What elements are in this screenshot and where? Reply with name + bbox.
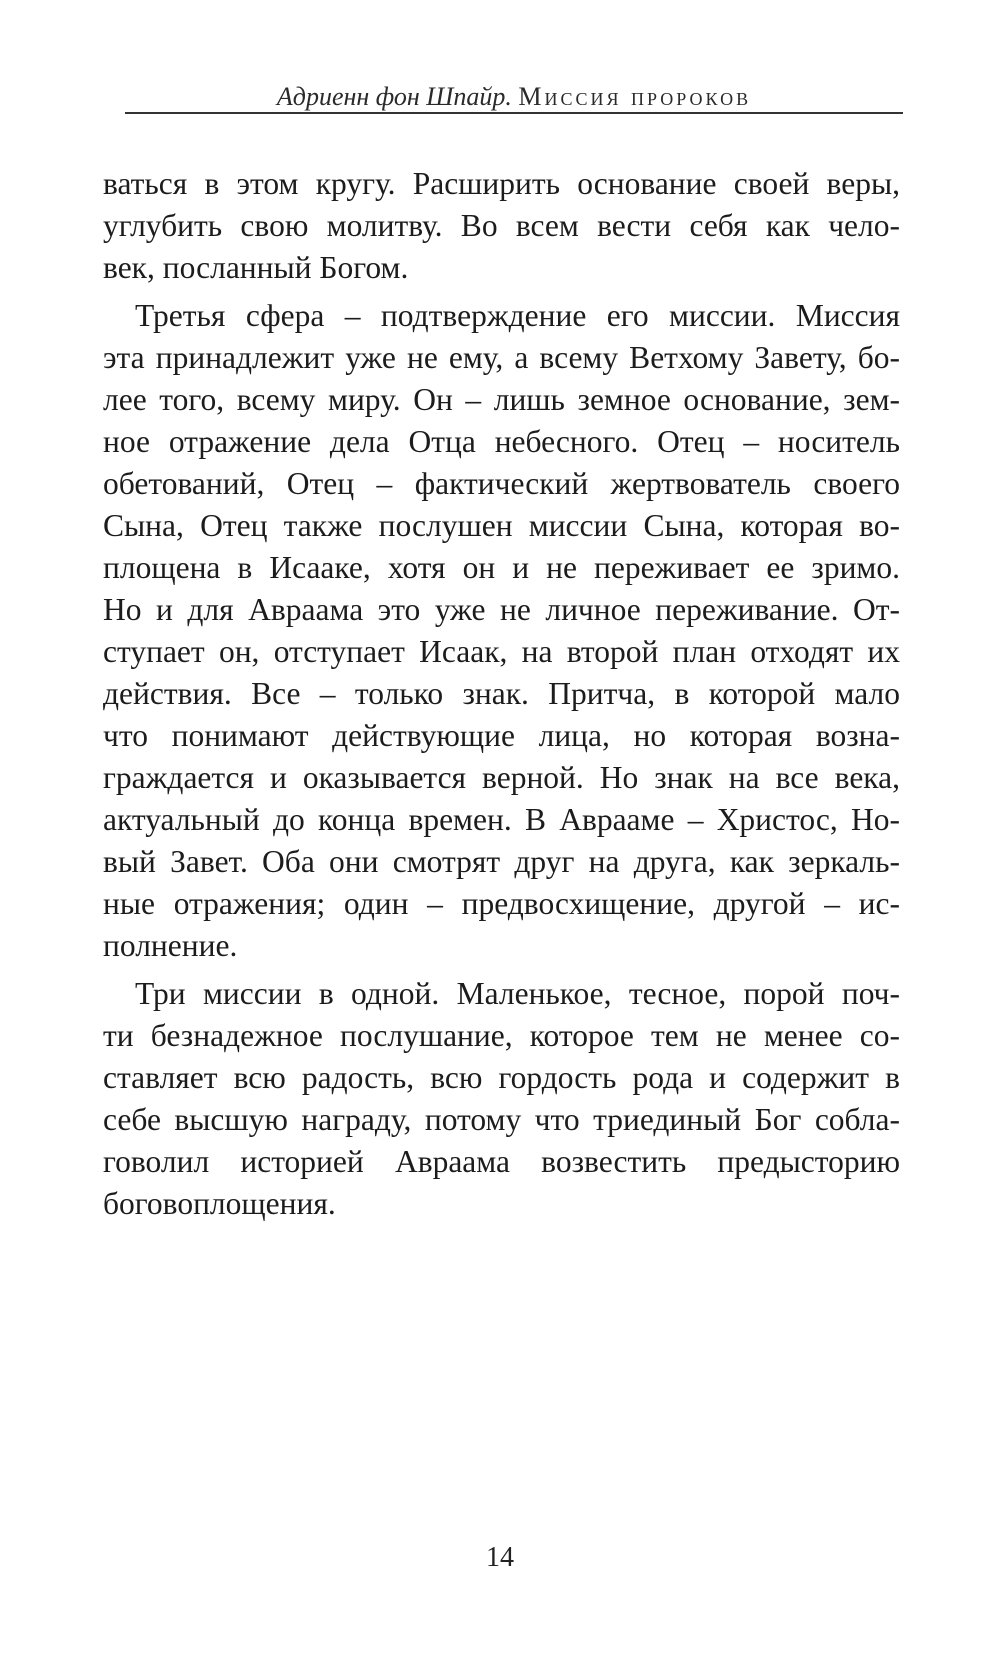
text-line: обетований, Отец – фактический жертвователь своего [103, 466, 900, 501]
text-line: что понимают действующие лица, но которая возна- [103, 718, 900, 753]
text-line: Третья сфера – подтверждение его миссии. Миссия [135, 298, 900, 333]
text-line: лее того, всему миру. Он – лишь земное основание, зем- [103, 382, 900, 417]
text-line: век, посланный Богом. [103, 250, 409, 285]
text-line: говолил историей Авраама возвестить предысторию [103, 1144, 900, 1179]
text-line: себе высшую награду, потому что триединый Бог собла- [103, 1102, 900, 1137]
text-line: полнение. [103, 928, 238, 963]
text-line: вый Завет. Оба они смотрят друг на друга, как зеркаль- [103, 844, 900, 879]
text-line: ные отражения; один – предвосхищение, другой – ис- [103, 886, 900, 921]
text-line: ное отражение дела Отца небесного. Отец – носитель [103, 424, 900, 459]
text-line: ваться в этом кругу. Расширить основание своей веры, [103, 166, 900, 201]
text-line: ти безнадежное послушание, которое тем не менее со- [103, 1018, 900, 1053]
text-line: действия. Все – только знак. Притча, в которой мало [103, 676, 900, 711]
running-head [125, 80, 903, 114]
text-line: Но и для Авраама это уже не личное переживание. От- [103, 592, 900, 627]
text-line: боговоплощения. [103, 1186, 336, 1221]
text-line: эта принадлежит уже не ему, а всему Ветхому Завету, бо- [103, 340, 900, 375]
text-line: Сына, Отец также послушен миссии Сына, которая во- [103, 508, 900, 543]
running-head-title: Миссия пророков [518, 82, 752, 111]
page-number: 14 [486, 1542, 514, 1573]
text-line: Три миссии в одной. Маленькое, тесное, порой поч- [135, 976, 900, 1011]
running-head-author: Адриенн фон Шпайр. [276, 82, 512, 111]
text-line: ступает он, отступает Исаак, на второй план отходят их [103, 634, 900, 669]
text-line: углубить свою молитву. Во всем вести себя как чело- [103, 208, 900, 243]
text-line: ставляет всю радость, всю гордость рода и содержит в [103, 1060, 900, 1095]
header-rule [125, 112, 903, 114]
text-line: граждается и оказывается верной. Но знак на все века, [103, 760, 900, 795]
text-line: площена в Исааке, хотя он и не переживает ее зримо. [103, 550, 900, 585]
text-line: актуальный до конца времен. В Аврааме – Христос, Но- [103, 802, 900, 837]
